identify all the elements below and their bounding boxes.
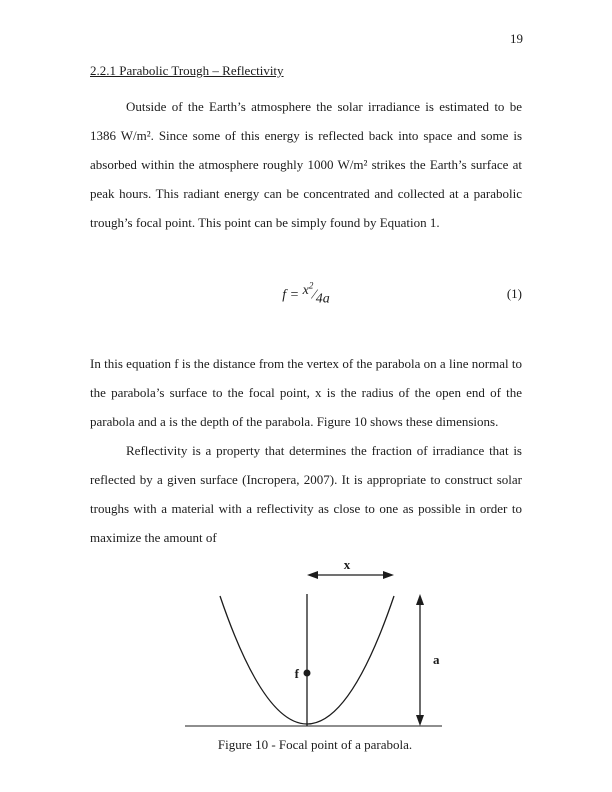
equation-number: (1) [506, 286, 522, 301]
a-label: a [433, 652, 440, 667]
paragraph-irradiance: Outside of the Earth’s atmosphere the solar irradiance is estimated to be 1386 W/m². Since some of this energy is reflected back into space and some is absorbed within the atmosphere roughly 1000 W/m² strikes the Earth’s surface at peak hours. This radiant energy can be concentrated and collected at a parabolic trough’s focal point. This point can be simply found by Equation 1. [90, 99, 522, 230]
page-content [90, 63, 522, 753]
equation-denominator: 4a [315, 291, 330, 307]
a-arrow-bottom-head-icon [416, 715, 424, 726]
figure-caption: Figure 10 - Focal point of a parabola. [217, 737, 413, 752]
x-arrow-right-head-icon [383, 571, 394, 579]
equation-fraction-slash: ⁄ [313, 287, 316, 303]
equation-exponent: 2 [308, 280, 314, 291]
paragraph-equation-explanation: In this equation f is the distance from the vertex of the parabola on a line normal to the parabola’s surface to the focal point, x is the radius of the open end of the parabola and a is the depth of the parabola. Figure 10 shows these dimensions. [90, 356, 522, 429]
f-label: f [294, 666, 299, 681]
figure-10 [90, 556, 522, 753]
equation-focal-length [282, 280, 329, 308]
a-arrow-top-head-icon [416, 594, 424, 605]
paragraph-reflectivity: Reflectivity is a property that determines the fraction of irradiance that is reflected by a given surface (Incropera, 2007). It is appropriate to construct solar troughs with a material with a reflectivity as close to one as possible in order to maximize the amount of [90, 443, 522, 545]
focal-point-dot [304, 670, 311, 677]
equation-lhs: f = [282, 287, 303, 303]
equation-numerator [302, 280, 314, 298]
parabola-figure [90, 556, 522, 734]
equation-numerator-base: x [302, 282, 309, 298]
page-number: 19 [510, 31, 523, 46]
x-label: x [343, 557, 351, 572]
section-heading: 2.2.1 Parabolic Trough – Reflectivity [90, 63, 284, 78]
equation-block [90, 262, 522, 326]
x-arrow-left-head-icon [307, 571, 318, 579]
